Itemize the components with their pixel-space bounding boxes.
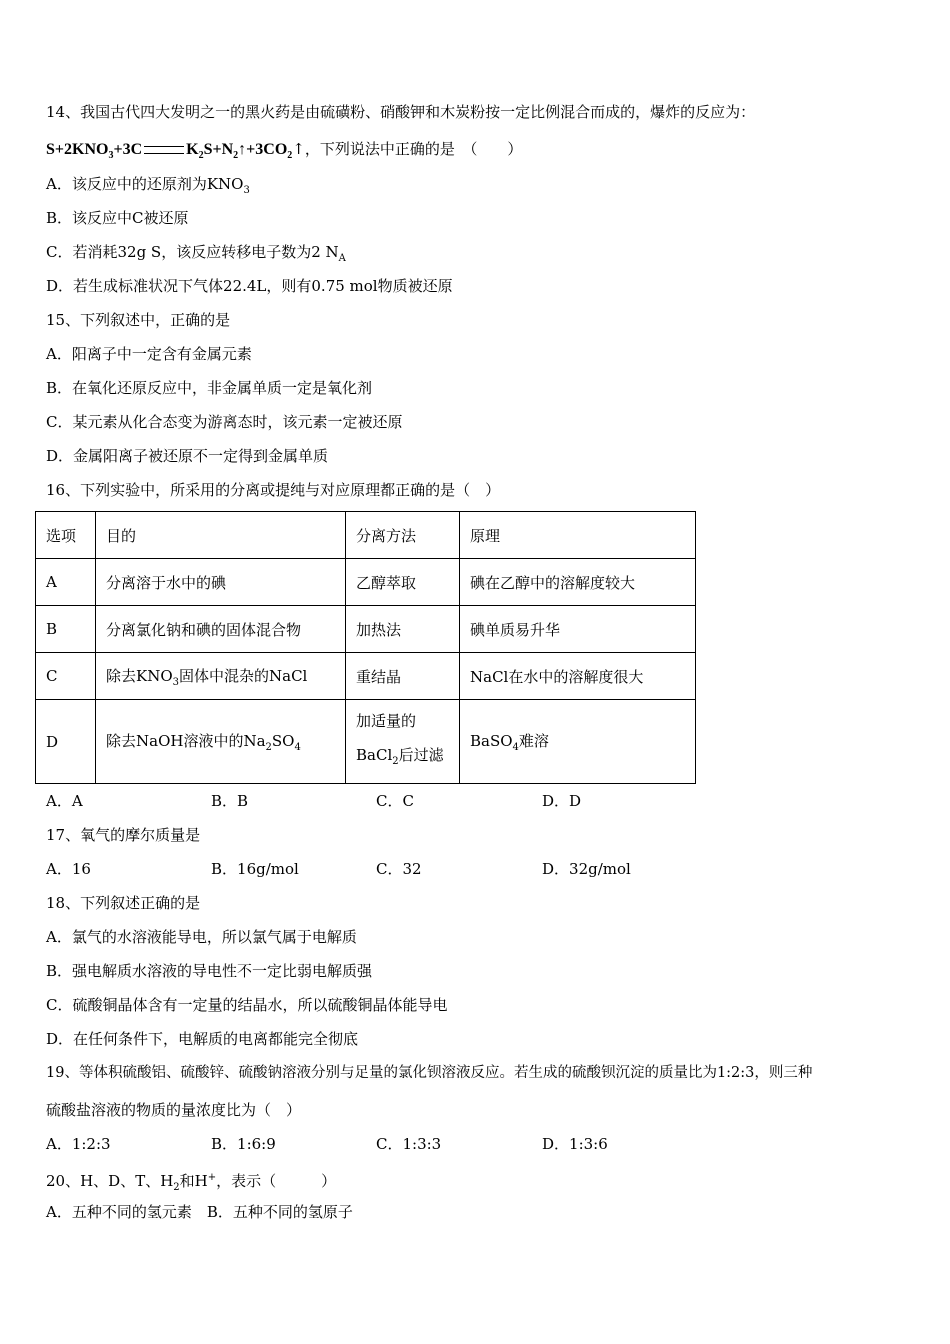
q16-option-a: A．A bbox=[46, 792, 83, 810]
eq-rhs-c: ↑+3CO bbox=[238, 141, 288, 158]
q18-option-a: A．氯气的水溶液能导电，所以氯气属于电解质 bbox=[46, 928, 357, 946]
principle-sub: 4 bbox=[512, 742, 519, 753]
purpose-b: 固体中混杂的NaCl bbox=[179, 666, 308, 685]
cell-method: 加热法 bbox=[346, 606, 460, 653]
table-row bbox=[36, 653, 696, 700]
q14-option-a-sub: 3 bbox=[243, 185, 250, 196]
table-row bbox=[36, 559, 696, 606]
eq-rhs-c-sub: 2 bbox=[287, 150, 293, 162]
eq-rhs-a: K bbox=[186, 141, 199, 158]
q16-option-d: D．D bbox=[542, 792, 582, 810]
table-row bbox=[36, 606, 696, 653]
q14-option-c bbox=[46, 242, 346, 269]
q20-options: A．五种不同的氢元素 B．五种不同的氢原子 bbox=[46, 1203, 353, 1221]
q17-option-a: A．16 bbox=[46, 860, 91, 878]
q17-option-c: C．32 bbox=[376, 860, 422, 878]
eq-lhs-tail: +3C bbox=[113, 141, 143, 158]
cell-method: 重结晶 bbox=[346, 653, 460, 700]
principle-b: 难溶 bbox=[518, 732, 549, 750]
principle-a: BaSO bbox=[470, 732, 513, 750]
table-header-row bbox=[36, 512, 696, 559]
cell-principle: NaCl在水中的溶解度很大 bbox=[460, 653, 696, 700]
q14-option-a-text: A．该反应中的还原剂为KNO bbox=[46, 175, 244, 193]
q17-options bbox=[46, 859, 746, 879]
purpose-a: 除去NaOH溶液中的Na bbox=[106, 732, 266, 750]
q20-stem-b: 和H bbox=[179, 1172, 208, 1190]
q15-stem: 15、下列叙述中，正确的是 bbox=[46, 311, 231, 329]
purpose-sub: 3 bbox=[172, 676, 180, 688]
q14-option-b: B．该反应中C被还原 bbox=[46, 209, 189, 227]
q20-stem-a: 20、H、D、T、H bbox=[46, 1172, 174, 1190]
q18-stem: 18、下列叙述正确的是 bbox=[46, 894, 201, 912]
method-line2 bbox=[356, 738, 449, 779]
equals-sign bbox=[144, 146, 184, 154]
cell-purpose: 分离氯化钠和碘的固体混合物 bbox=[96, 606, 346, 653]
purpose-a: 除去KNO bbox=[106, 666, 173, 685]
q16-table bbox=[35, 511, 696, 784]
q16-options bbox=[46, 791, 746, 811]
q15-option-c: C．某元素从化合态变为游离态时，该元素一定被还原 bbox=[46, 413, 403, 431]
q16-option-c: C．C bbox=[376, 792, 414, 810]
cell-principle: 碘在乙醇中的溶解度较大 bbox=[460, 559, 696, 606]
q19-option-a: A．1:2:3 bbox=[46, 1135, 111, 1153]
table-row bbox=[36, 700, 696, 784]
q20-stem-sup: + bbox=[207, 1172, 217, 1183]
eq-rhs-d: ↑，下列说法中正确的是 （ ） bbox=[292, 140, 523, 158]
method-l2b: 后过滤 bbox=[398, 746, 444, 764]
header-method: 分离方法 bbox=[346, 512, 460, 559]
cell-principle: 碘单质易升华 bbox=[460, 606, 696, 653]
q19-stem-line2: 硫酸盐溶液的物质的量浓度比为（ ） bbox=[46, 1101, 302, 1119]
q17-stem: 17、氧气的摩尔质量是 bbox=[46, 826, 201, 844]
q15-option-b: B．在氧化还原反应中，非金属单质一定是氧化剂 bbox=[46, 379, 373, 397]
q18-option-b: B．强电解质水溶液的导电性不一定比弱电解质强 bbox=[46, 962, 373, 980]
cell-option: B bbox=[36, 606, 96, 653]
q16-stem: 16、下列实验中，所采用的分离或提纯与对应原理都正确的是（ ） bbox=[46, 481, 501, 499]
purpose-sub2: 4 bbox=[294, 742, 301, 753]
q19-option-d: D．1:3:6 bbox=[542, 1135, 608, 1153]
q15-option-a: A．阳离子中一定含有金属元素 bbox=[46, 345, 252, 363]
header-purpose: 目的 bbox=[96, 512, 346, 559]
q17-option-b: B．16g/mol bbox=[211, 860, 299, 878]
cell-option: C bbox=[36, 653, 96, 700]
q14-option-d: D．若生成标准状况下气体22.4L，则有0.75 mol物质被还原 bbox=[46, 277, 453, 295]
q15-option-d: D．金属阳离子被还原不一定得到金属单质 bbox=[46, 447, 329, 465]
cell-method: 乙醇萃取 bbox=[346, 559, 460, 606]
eq-rhs-b: S+N bbox=[203, 141, 234, 158]
q18-option-c: C．硫酸铜晶体含有一定量的结晶水，所以硫酸铜晶体能导电 bbox=[46, 996, 448, 1014]
q17-option-d: D．32g/mol bbox=[542, 860, 631, 878]
q18-option-d: D．在任何条件下，电解质的电离都能完全彻底 bbox=[46, 1030, 359, 1048]
cell-purpose bbox=[96, 653, 346, 700]
eq-lhs-sub: 3 bbox=[108, 150, 114, 162]
cell-principle bbox=[460, 700, 696, 784]
cell-option: A bbox=[36, 559, 96, 606]
purpose-sub: 2 bbox=[265, 742, 272, 753]
q19-stem-line1: 19、等体积硫酸铝、硫酸锌、硫酸钠溶液分别与足量的氯化钡溶液反应。若生成的硫酸钡沉淀的质量比为1:2:3，则三种 bbox=[46, 1065, 813, 1081]
q14-option-c-text: C．若消耗32g S，该反应转移电子数为2 N bbox=[46, 243, 339, 261]
q20-stem-c: ，表示（ ） bbox=[216, 1172, 337, 1190]
q19-options bbox=[46, 1134, 746, 1154]
header-principle: 原理 bbox=[460, 512, 696, 559]
q14-stem: 14、我国古代四大发明之一的黑火药是由硫磺粉、硝酸钾和木炭粉按一定比例混合而成的，爆炸的反应为： bbox=[46, 103, 756, 121]
q19-option-c: C．1:3:3 bbox=[376, 1135, 442, 1153]
q14-option-c-sub: A bbox=[338, 253, 346, 264]
cell-purpose: 分离溶于水中的碘 bbox=[96, 559, 346, 606]
header-option: 选项 bbox=[36, 512, 96, 559]
q20-stem-sub: 2 bbox=[173, 1182, 180, 1193]
method-l2a: BaCl bbox=[356, 746, 393, 764]
cell-option: D bbox=[36, 700, 96, 784]
cell-purpose bbox=[96, 700, 346, 784]
cell-method bbox=[346, 700, 460, 784]
purpose-b: SO bbox=[271, 732, 295, 750]
q14-equation bbox=[46, 139, 522, 166]
eq-rhs-b-sub: 2 bbox=[233, 150, 239, 162]
q14-option-a bbox=[46, 174, 250, 201]
method-l2sub: 2 bbox=[392, 756, 399, 767]
method-line1: 加适量的 bbox=[356, 712, 417, 730]
eq-lhs: S+2KNO bbox=[46, 141, 109, 158]
eq-rhs-a-sub: 2 bbox=[198, 150, 204, 162]
q20-stem bbox=[46, 1168, 336, 1198]
q16-option-b: B．B bbox=[211, 792, 249, 810]
q19-option-b: B．1:6:9 bbox=[211, 1135, 276, 1153]
